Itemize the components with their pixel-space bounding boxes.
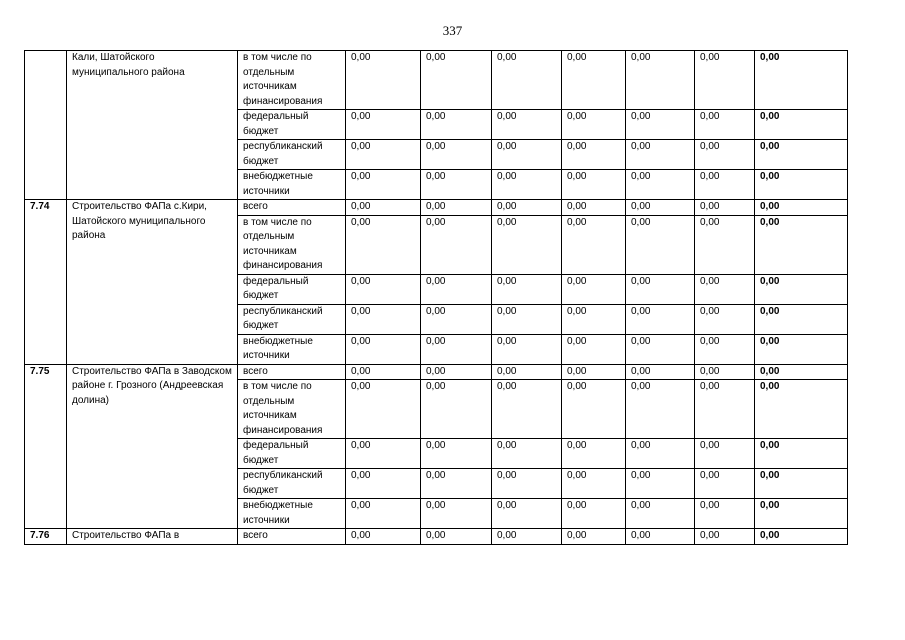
- item-name: Строительство ФАПа в: [67, 529, 238, 545]
- value-cell: 0,00: [562, 274, 626, 304]
- value-cell: 0,00: [346, 469, 421, 499]
- total-value-cell: 0,00: [755, 274, 848, 304]
- item-name: Кали, Шатойского муниципального района: [67, 51, 238, 200]
- value-cell: 0,00: [492, 304, 562, 334]
- total-value-cell: 0,00: [755, 334, 848, 364]
- value-cell: 0,00: [492, 469, 562, 499]
- item-name: Строительство ФАПа с.Кири, Шатойского муниципального района: [67, 200, 238, 365]
- funding-source: всего: [238, 529, 346, 545]
- funding-source: федеральный бюджет: [238, 274, 346, 304]
- funding-source: федеральный бюджет: [238, 439, 346, 469]
- value-cell: 0,00: [421, 274, 492, 304]
- funding-source: республиканский бюджет: [238, 140, 346, 170]
- value-cell: 0,00: [346, 304, 421, 334]
- item-number: 7.74: [25, 200, 67, 365]
- value-cell: 0,00: [421, 334, 492, 364]
- value-cell: 0,00: [562, 529, 626, 545]
- page-number: 337: [442, 23, 463, 38]
- value-cell: 0,00: [346, 499, 421, 529]
- total-value-cell: 0,00: [755, 364, 848, 380]
- value-cell: 0,00: [562, 200, 626, 216]
- value-cell: 0,00: [346, 334, 421, 364]
- value-cell: 0,00: [562, 215, 626, 274]
- funding-source: республиканский бюджет: [238, 304, 346, 334]
- value-cell: 0,00: [421, 469, 492, 499]
- value-cell: 0,00: [626, 364, 695, 380]
- value-cell: 0,00: [492, 140, 562, 170]
- total-value-cell: 0,00: [755, 200, 848, 216]
- value-cell: 0,00: [346, 274, 421, 304]
- table-row: [25, 364, 848, 380]
- value-cell: 0,00: [346, 170, 421, 200]
- value-cell: 0,00: [421, 439, 492, 469]
- funding-source: всего: [238, 200, 346, 216]
- value-cell: 0,00: [492, 334, 562, 364]
- funding-source: в том числе по отдельным источникам финансирования: [238, 51, 346, 110]
- total-value-cell: 0,00: [755, 215, 848, 274]
- value-cell: 0,00: [695, 200, 755, 216]
- item-number: 7.75: [25, 364, 67, 529]
- value-cell: 0,00: [626, 380, 695, 439]
- item-number: [25, 51, 67, 200]
- value-cell: 0,00: [421, 200, 492, 216]
- value-cell: 0,00: [695, 380, 755, 439]
- value-cell: 0,00: [562, 51, 626, 110]
- value-cell: 0,00: [695, 304, 755, 334]
- total-value-cell: 0,00: [755, 469, 848, 499]
- value-cell: 0,00: [421, 380, 492, 439]
- value-cell: 0,00: [626, 499, 695, 529]
- item-number: 7.76: [25, 529, 67, 545]
- value-cell: 0,00: [562, 170, 626, 200]
- value-cell: 0,00: [492, 51, 562, 110]
- total-value-cell: 0,00: [755, 51, 848, 110]
- total-value-cell: 0,00: [755, 439, 848, 469]
- funding-source: внебюджетные источники: [238, 170, 346, 200]
- value-cell: 0,00: [421, 110, 492, 140]
- value-cell: 0,00: [492, 529, 562, 545]
- value-cell: 0,00: [626, 334, 695, 364]
- value-cell: 0,00: [562, 380, 626, 439]
- value-cell: 0,00: [492, 110, 562, 140]
- value-cell: 0,00: [626, 529, 695, 545]
- value-cell: 0,00: [346, 215, 421, 274]
- value-cell: 0,00: [695, 439, 755, 469]
- value-cell: 0,00: [695, 140, 755, 170]
- value-cell: 0,00: [695, 364, 755, 380]
- table-row: [25, 51, 848, 110]
- value-cell: 0,00: [626, 304, 695, 334]
- value-cell: 0,00: [492, 364, 562, 380]
- value-cell: 0,00: [492, 274, 562, 304]
- value-cell: 0,00: [562, 110, 626, 140]
- value-cell: 0,00: [421, 529, 492, 545]
- total-value-cell: 0,00: [755, 499, 848, 529]
- value-cell: 0,00: [562, 439, 626, 469]
- value-cell: 0,00: [626, 51, 695, 110]
- value-cell: 0,00: [492, 380, 562, 439]
- value-cell: 0,00: [421, 215, 492, 274]
- total-value-cell: 0,00: [755, 304, 848, 334]
- value-cell: 0,00: [626, 215, 695, 274]
- funding-source: внебюджетные источники: [238, 334, 346, 364]
- value-cell: 0,00: [695, 529, 755, 545]
- value-cell: 0,00: [562, 499, 626, 529]
- value-cell: 0,00: [626, 274, 695, 304]
- value-cell: 0,00: [492, 439, 562, 469]
- value-cell: 0,00: [346, 51, 421, 110]
- table-row: [25, 529, 848, 545]
- value-cell: 0,00: [626, 140, 695, 170]
- value-cell: 0,00: [695, 274, 755, 304]
- value-cell: 0,00: [492, 499, 562, 529]
- funding-source: федеральный бюджет: [238, 110, 346, 140]
- value-cell: 0,00: [626, 200, 695, 216]
- value-cell: 0,00: [492, 170, 562, 200]
- value-cell: 0,00: [695, 170, 755, 200]
- funding-source: внебюджетные источники: [238, 499, 346, 529]
- value-cell: 0,00: [626, 170, 695, 200]
- value-cell: 0,00: [695, 499, 755, 529]
- value-cell: 0,00: [346, 140, 421, 170]
- value-cell: 0,00: [562, 364, 626, 380]
- value-cell: 0,00: [421, 170, 492, 200]
- value-cell: 0,00: [421, 140, 492, 170]
- funding-source: всего: [238, 364, 346, 380]
- value-cell: 0,00: [346, 364, 421, 380]
- total-value-cell: 0,00: [755, 110, 848, 140]
- total-value-cell: 0,00: [755, 170, 848, 200]
- value-cell: 0,00: [421, 304, 492, 334]
- value-cell: 0,00: [421, 364, 492, 380]
- value-cell: 0,00: [562, 304, 626, 334]
- total-value-cell: 0,00: [755, 529, 848, 545]
- financing-table: [24, 50, 848, 545]
- value-cell: 0,00: [695, 215, 755, 274]
- table-row: [25, 200, 848, 216]
- total-value-cell: 0,00: [755, 140, 848, 170]
- value-cell: 0,00: [346, 529, 421, 545]
- value-cell: 0,00: [695, 469, 755, 499]
- funding-source: республиканский бюджет: [238, 469, 346, 499]
- value-cell: 0,00: [421, 499, 492, 529]
- value-cell: 0,00: [562, 334, 626, 364]
- value-cell: 0,00: [626, 469, 695, 499]
- funding-source: в том числе по отдельным источникам финансирования: [238, 380, 346, 439]
- value-cell: 0,00: [562, 469, 626, 499]
- value-cell: 0,00: [562, 140, 626, 170]
- value-cell: 0,00: [492, 200, 562, 216]
- item-name: Строительство ФАПа в Заводском районе г. Грозного (Андреевская долина): [67, 364, 238, 529]
- value-cell: 0,00: [346, 200, 421, 216]
- value-cell: 0,00: [626, 110, 695, 140]
- value-cell: 0,00: [492, 215, 562, 274]
- funding-source: в том числе по отдельным источникам финансирования: [238, 215, 346, 274]
- value-cell: 0,00: [346, 380, 421, 439]
- value-cell: 0,00: [695, 51, 755, 110]
- value-cell: 0,00: [695, 334, 755, 364]
- value-cell: 0,00: [346, 439, 421, 469]
- value-cell: 0,00: [421, 51, 492, 110]
- total-value-cell: 0,00: [755, 380, 848, 439]
- value-cell: 0,00: [346, 110, 421, 140]
- value-cell: 0,00: [695, 110, 755, 140]
- value-cell: 0,00: [626, 439, 695, 469]
